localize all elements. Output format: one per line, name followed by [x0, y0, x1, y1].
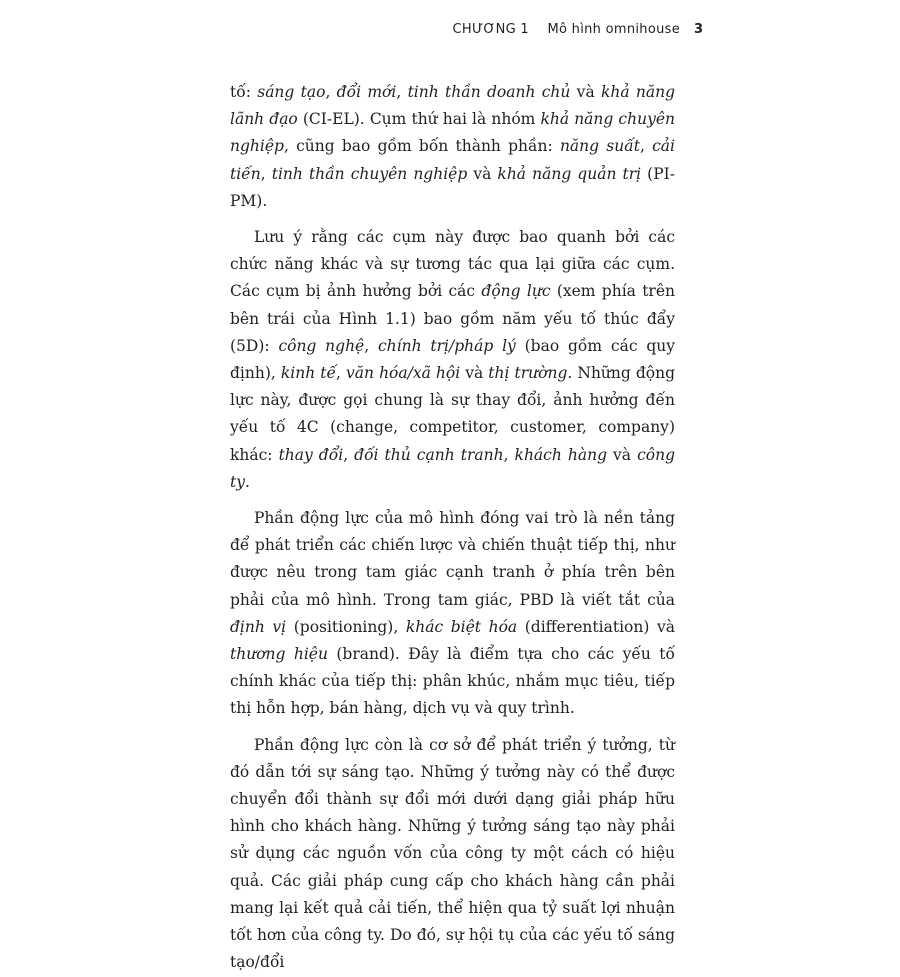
paragraph — [230, 79, 675, 215]
text-run: , — [343, 445, 355, 464]
text-run: Phần động lực còn là cơ sở để phát triển ý tưởng, từ đó dẫn tới sự sáng tạo. Những ý tưởng này có thể được chuyển đổi thành sự đổi mới dưới dạng giải pháp hữu hình cho khách hàng. Những ý tưởng sáng tạo này phải sử dụng các nguồn vốn của công ty một cách có hiệu quả. Các giải pháp cung cấp cho khách hàng cần phải mang lại kết quả cải tiến, thể hiện qua tỷ suất lợi nhuận tốt hơn của công ty. Do đó, sự hội tụ của các yếu tố sáng tạo/đổi — [230, 735, 675, 972]
italic-term: công ty — [230, 445, 675, 491]
text-run: , — [503, 445, 515, 464]
text-run: , — [364, 336, 378, 355]
italic-term: tinh thần chuyên nghiệp — [271, 164, 468, 183]
text-run: Phần động lực của mô hình đóng vai trò là nền tảng để phát triển các chiến lược và chiến thuật tiếp thị, như được nêu trong tam giác cạnh tranh ở phía trên bên phải của mô hình. Trong tam giác, PBD là viết tắt của — [230, 509, 675, 609]
running-header — [452, 22, 704, 37]
text-run: . — [245, 472, 250, 491]
italic-term: động lực — [481, 282, 551, 301]
italic-term: thay đổi — [278, 445, 344, 464]
italic-term: khả năng chuyên nghiệp — [230, 110, 675, 156]
text-run: (positioning), — [286, 617, 406, 636]
text-run: , — [336, 364, 347, 383]
page-number: 3 — [694, 22, 704, 37]
text-run: (PI-PM). — [230, 164, 676, 210]
text-run: và — [460, 364, 489, 383]
italic-term: công nghệ — [278, 336, 365, 355]
italic-term: khác biệt hóa — [405, 617, 518, 636]
paragraph — [230, 732, 675, 977]
italic-term: đổi mới — [336, 83, 397, 101]
text-run: , — [325, 83, 337, 101]
italic-term: khả năng lãnh đạo — [230, 83, 676, 129]
italic-term: năng suất — [559, 137, 640, 156]
text-run: Lưu ý rằng các cụm này được bao quanh bởi các chức năng khác và sự tương tác qua lại giữa các cụm. Các cụm bị ảnh hưởng bởi các — [230, 228, 675, 301]
italic-term: thị trường — [488, 364, 568, 383]
italic-term: kinh tế — [280, 364, 337, 383]
text-run: và — [570, 83, 601, 101]
italic-term: định vị — [230, 617, 287, 636]
italic-term: văn hóa/xã hội — [346, 364, 461, 383]
text-run: và — [467, 164, 498, 183]
text-run: (differentiation) và — [517, 617, 675, 636]
text-run: . Những động lực này, được gọi chung là sự thay đổi, ảnh hưởng đến yếu tố 4C (change, competitor, customer, company) khác: — [230, 364, 676, 464]
text-run: , cũng bao gồm bốn thành phần: — [283, 137, 560, 156]
text-run: , — [260, 164, 272, 183]
text-run: (CI-EL). Cụm thứ hai là nhóm — [297, 110, 541, 129]
text-run: tố: — [230, 83, 258, 101]
text-run: , — [396, 83, 408, 101]
text-run: và — [607, 445, 638, 464]
italic-term: khả năng quản trị — [497, 164, 642, 183]
italic-term: thương hiệu — [230, 645, 328, 664]
italic-term: đối thủ cạnh tranh — [354, 445, 504, 464]
italic-term: khách hàng — [514, 445, 607, 464]
italic-term: chính trị/pháp lý — [377, 336, 516, 355]
paragraph — [230, 224, 675, 496]
chapter-title: Mô hình omnihouse — [547, 22, 680, 37]
italic-term: sáng tạo — [257, 83, 326, 101]
text-run: (brand). Đây là điểm tựa cho các yếu tố chính khác của tiếp thị: phân khúc, nhắm mục tiêu, tiếp thị hỗn hợp, bán hàng, dịch vụ và quy trình. — [230, 645, 675, 718]
italic-term: tinh thần doanh chủ — [407, 83, 571, 101]
text-run: (xem phía trên bên trái của Hình 1.1) bao gồm năm yếu tố thúc đẩy (5D): — [230, 282, 675, 355]
text-run: , — [639, 137, 653, 156]
chapter-label: CHƯƠNG 1 — [452, 22, 530, 37]
paragraph — [230, 505, 675, 723]
italic-term: cải tiến — [230, 137, 675, 183]
text-run: (bao gồm các quy định), — [230, 336, 675, 383]
body-text — [230, 79, 675, 977]
